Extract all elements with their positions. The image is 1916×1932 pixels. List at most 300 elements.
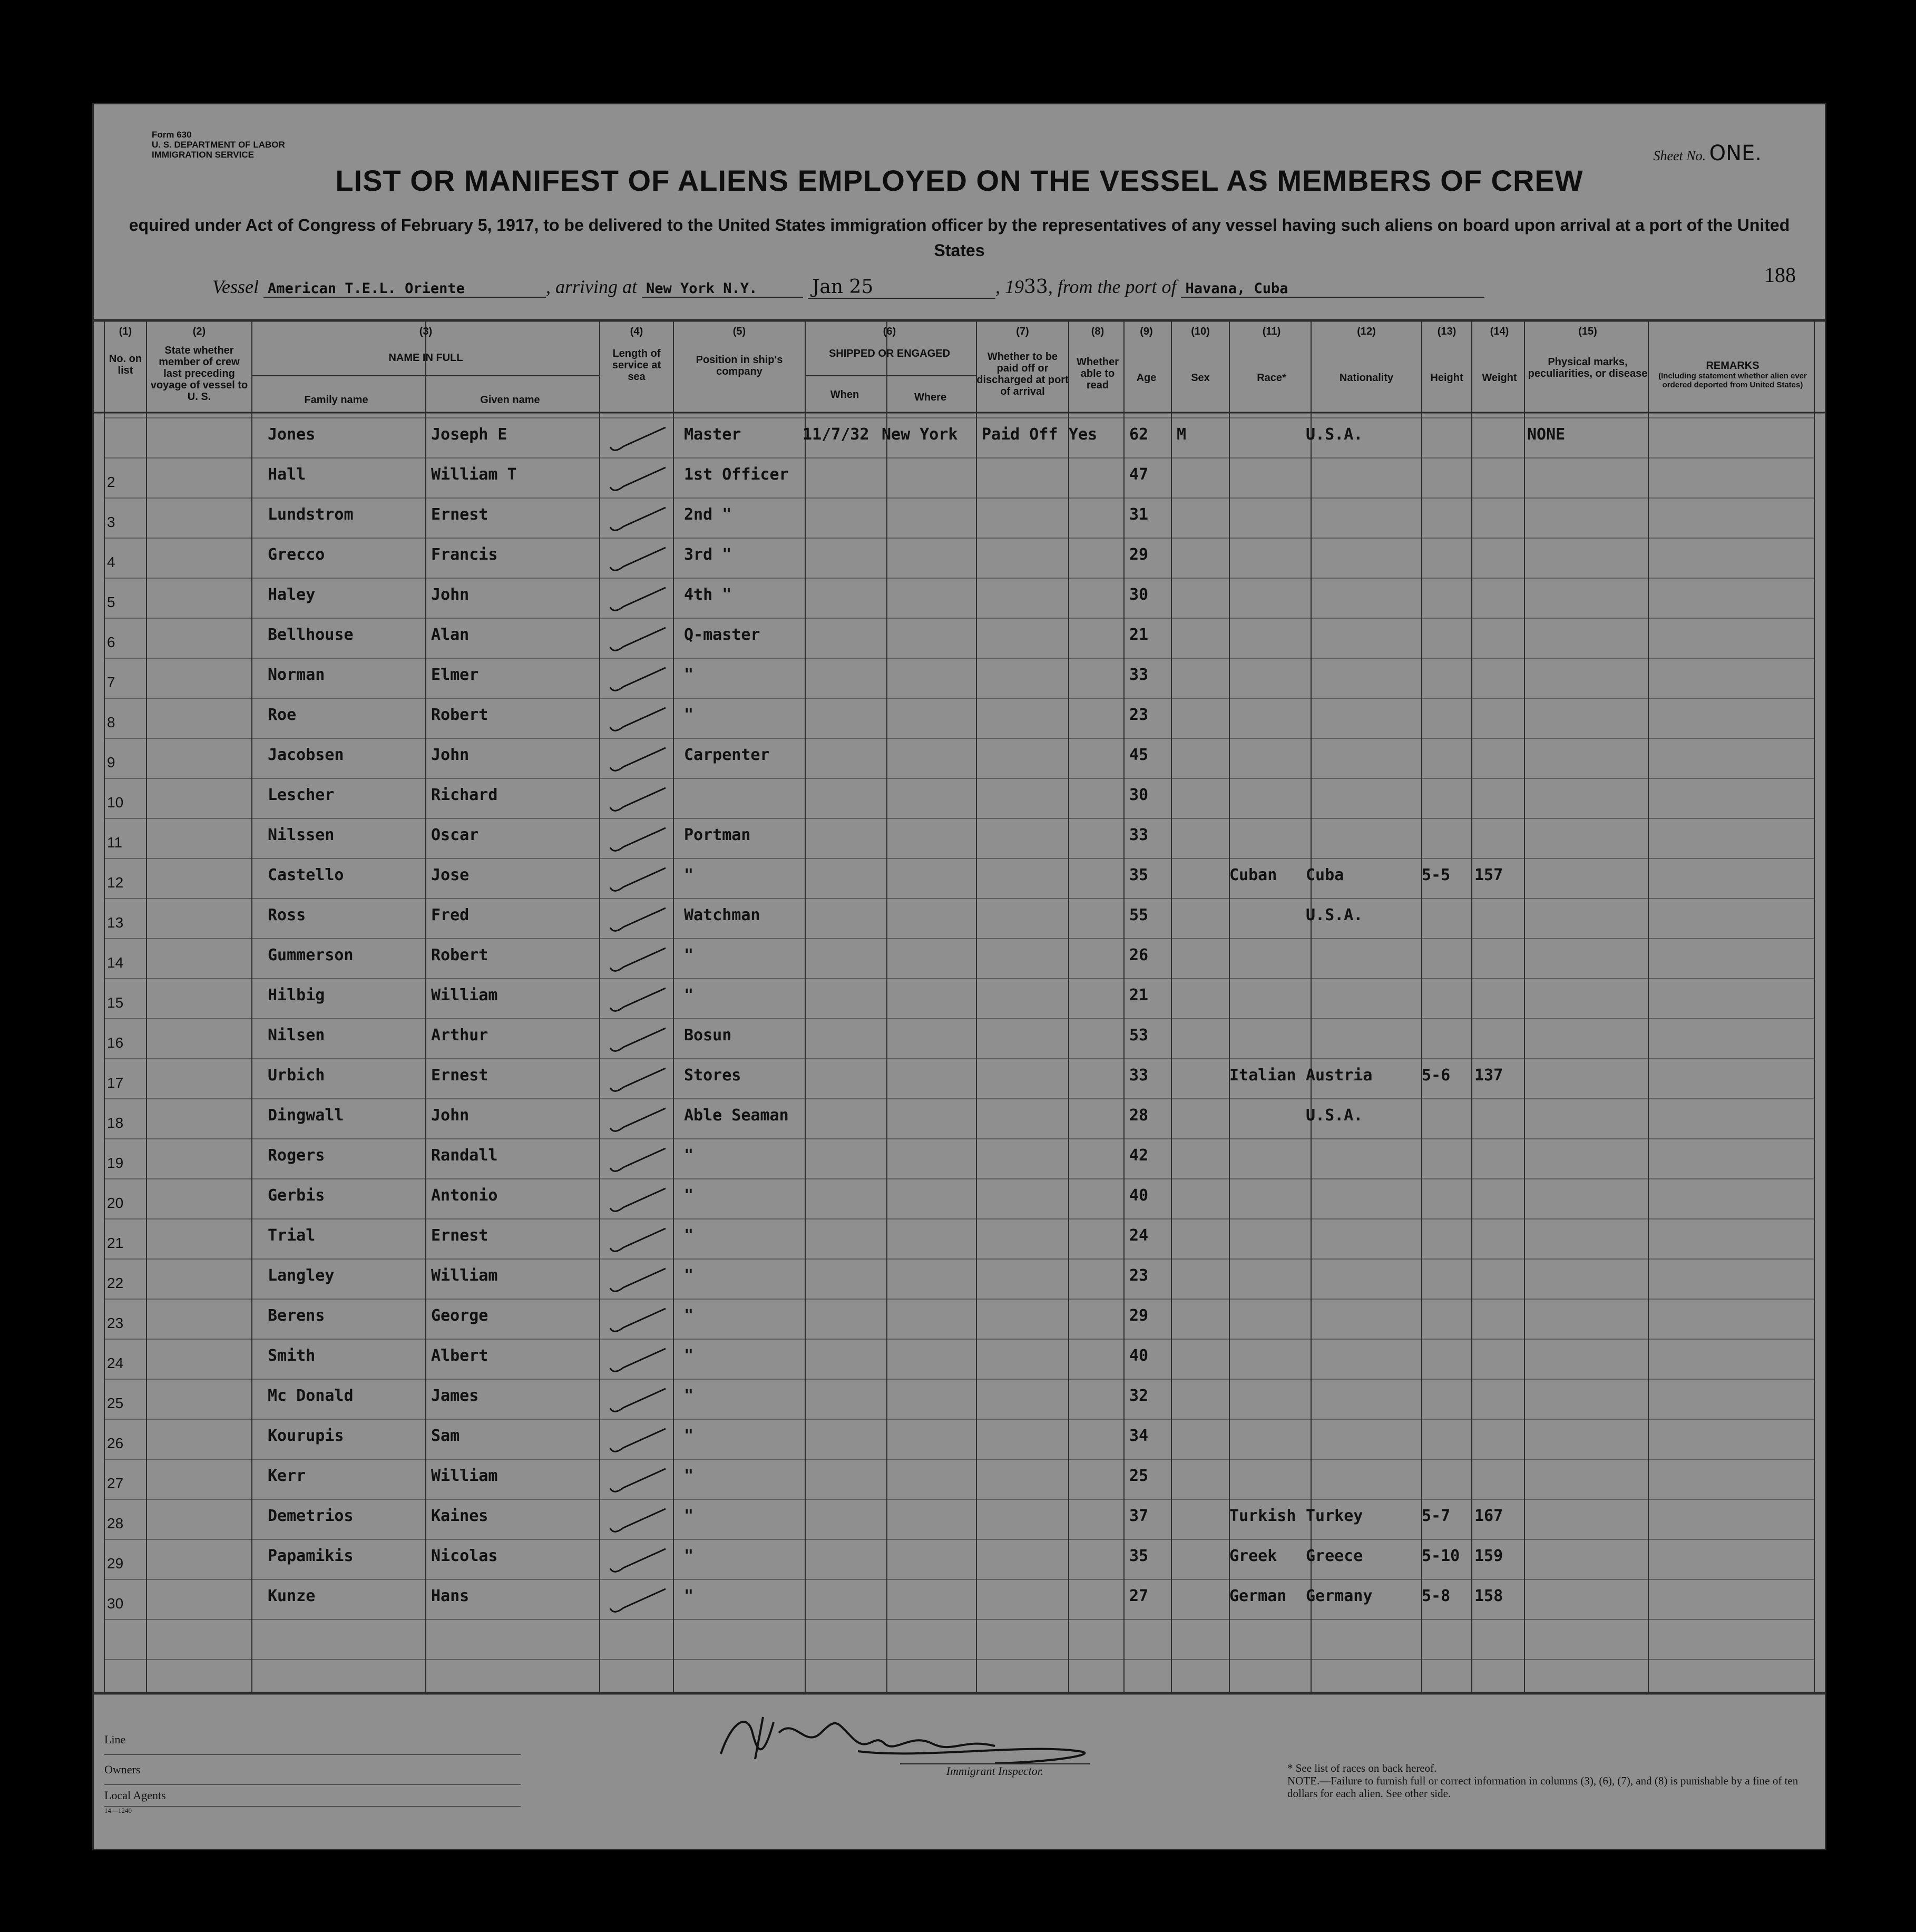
vessel-name: American T.E.L. Oriente <box>263 280 546 298</box>
checkmark-icon <box>602 784 671 815</box>
footer-agents-field <box>104 1785 521 1807</box>
checkmark-icon <box>602 864 671 895</box>
cell-race: German <box>1229 1587 1287 1605</box>
cell-no: 3 <box>107 514 115 530</box>
cell-no: 23 <box>107 1315 124 1331</box>
col7-label: Whether to be paid off or discharged at port of arrival <box>976 351 1069 397</box>
line-label: Line <box>104 1733 126 1746</box>
cell-no: 15 <box>107 994 124 1011</box>
col12-number: (12) <box>1357 326 1376 337</box>
checkmark-icon <box>602 423 671 455</box>
col6-number: (6) <box>883 326 896 337</box>
page-subtitle: equired under Act of Congress of February 5, 1917, to be delivered to the United States immigration officer by the representatives of any vessel having such aliens on board upon arrival at a port of the United States <box>129 216 1790 260</box>
cell-family: Rogers <box>268 1146 325 1165</box>
cell-height: 5-8 <box>1422 1587 1451 1605</box>
cell-family: Norman <box>268 666 325 684</box>
cell-race: Greek <box>1229 1547 1277 1565</box>
col10-header <box>1171 326 1229 384</box>
punch-hole <box>62 1325 85 1349</box>
checkmark-icon <box>602 1344 671 1376</box>
col4-number: (4) <box>630 326 643 337</box>
cell-position: " <box>684 866 694 884</box>
cell-family: Dingwall <box>268 1106 344 1125</box>
cell-paid: Paid Off <box>982 425 1058 444</box>
cell-age: 40 <box>1129 1346 1149 1365</box>
cell-sex: M <box>1177 425 1187 444</box>
cell-age: 23 <box>1129 1266 1149 1285</box>
cell-position: 2nd " <box>684 505 732 524</box>
checkmark-icon <box>602 1384 671 1416</box>
from-port-label: from the port of <box>1057 276 1177 297</box>
cell-given: Antonio <box>431 1186 498 1205</box>
cell-no: 21 <box>107 1235 124 1251</box>
col9-number: (9) <box>1140 326 1153 337</box>
cell-no: 11 <box>107 834 123 851</box>
col16-label: REMARKS <box>1706 360 1759 372</box>
col12-label: Nationality <box>1339 372 1394 384</box>
cell-age: 23 <box>1129 706 1149 724</box>
cell-given: James <box>431 1387 479 1405</box>
cell-age: 40 <box>1129 1186 1149 1205</box>
cell-age: 47 <box>1129 465 1149 484</box>
cell-height: 5-5 <box>1422 866 1451 884</box>
checkmark-icon <box>602 944 671 975</box>
cell-given: Robert <box>431 706 488 724</box>
col6-where-header: Where <box>914 392 947 403</box>
cell-given: Sam <box>431 1427 460 1445</box>
col15-number: (15) <box>1578 326 1597 337</box>
cell-family: Roe <box>268 706 297 724</box>
cell-given: William <box>431 1467 498 1485</box>
from-port: Havana, Cuba <box>1181 280 1484 298</box>
cell-family: Kunze <box>268 1587 316 1605</box>
checkmark-icon <box>602 1585 671 1616</box>
cell-position: " <box>684 1226 694 1245</box>
checkmark-icon <box>602 1064 671 1096</box>
punch-hole <box>62 314 85 337</box>
cell-when: 11/7/32 <box>803 425 869 444</box>
col4-label: Length of service at sea <box>612 348 661 383</box>
page-number: 188 <box>1764 263 1796 287</box>
cell-position: 1st Officer <box>684 465 789 484</box>
cell-position: " <box>684 1547 694 1565</box>
checkmark-icon <box>602 583 671 615</box>
cell-position: Portman <box>684 826 751 844</box>
col3-family-header: Family name <box>304 394 368 406</box>
checkmark-icon <box>602 1304 671 1336</box>
cell-height: 5-6 <box>1422 1066 1451 1085</box>
vessel-label: Vessel <box>212 276 259 297</box>
cell-family: Mc Donald <box>268 1387 354 1405</box>
cell-family: Nilssen <box>268 826 335 844</box>
col2-header <box>149 326 249 403</box>
checkmark-icon <box>602 1224 671 1256</box>
vessel-line: Vessel American T.E.L. Oriente , arriving at New York N.Y. Jan 25 , 1933, from the port of Havana, Cuba <box>212 276 1484 299</box>
owners-label: Owners <box>104 1763 141 1776</box>
cell-position: " <box>684 1146 694 1165</box>
cell-age: 34 <box>1129 1427 1149 1445</box>
footer-form-code: 14—1240 <box>104 1807 132 1814</box>
cell-no: 18 <box>107 1115 124 1131</box>
cell-no: 17 <box>107 1075 124 1091</box>
cell-family: Kourupis <box>268 1427 344 1445</box>
col13-label: Height <box>1430 372 1463 384</box>
cell-family: Hall <box>268 465 306 484</box>
cell-family: Gummerson <box>268 946 354 964</box>
cell-position: Q-master <box>684 626 760 644</box>
cell-position: " <box>684 1266 694 1285</box>
cell-position: " <box>684 1507 694 1525</box>
col5-label: Position in ship's company <box>696 354 783 377</box>
cell-given: William <box>431 1266 498 1285</box>
cell-given: Jose <box>431 866 470 884</box>
cell-age: 21 <box>1129 626 1149 644</box>
punch-hole <box>62 1589 85 1612</box>
cell-nationality: Germany <box>1306 1587 1373 1605</box>
cell-no: 16 <box>107 1035 124 1051</box>
cell-family: Jacobsen <box>268 746 344 764</box>
signature-image <box>700 1701 1185 1764</box>
cell-given: Oscar <box>431 826 479 844</box>
arrival-date: Jan 25 <box>808 276 995 299</box>
cell-nationality: Turkey <box>1306 1507 1363 1525</box>
col6-header <box>805 326 974 359</box>
checkmark-icon <box>602 623 671 655</box>
agents-label: Local Agents <box>104 1789 166 1802</box>
cell-family: Lescher <box>268 786 335 804</box>
punch-hole <box>62 661 85 685</box>
cell-nationality: U.S.A. <box>1306 425 1363 444</box>
cell-no: 24 <box>107 1355 124 1371</box>
cell-age: 26 <box>1129 946 1149 964</box>
cell-given: Ernest <box>431 1066 488 1085</box>
cell-given: Alan <box>431 626 470 644</box>
cell-age: 29 <box>1129 1306 1149 1325</box>
cell-given: William <box>431 986 498 1004</box>
punch-hole <box>62 395 85 418</box>
cell-family: Ross <box>268 906 306 924</box>
cell-no: 7 <box>107 674 115 690</box>
year-handwritten: 33 <box>1024 276 1048 298</box>
cell-age: 27 <box>1129 1587 1149 1605</box>
cell-family: Castello <box>268 866 344 884</box>
cell-race: Turkish <box>1229 1507 1296 1525</box>
cell-position: 4th " <box>684 586 732 604</box>
cell-given: John <box>431 586 470 604</box>
cell-given: John <box>431 746 470 764</box>
checkmark-icon <box>602 1024 671 1056</box>
cell-given: William T <box>431 465 517 484</box>
footer-line-field <box>104 1725 521 1755</box>
cell-marks: NONE <box>1527 425 1566 444</box>
cell-age: 30 <box>1129 586 1149 604</box>
cell-family: Trial <box>268 1226 316 1245</box>
cell-family: Gerbis <box>268 1186 325 1205</box>
col14-label: Weight <box>1482 372 1517 384</box>
col3-header <box>252 326 600 364</box>
cell-given: Francis <box>431 545 498 564</box>
cell-family: Smith <box>268 1346 316 1365</box>
cell-family: Berens <box>268 1306 325 1325</box>
manifest-sheet <box>92 103 1826 1850</box>
cell-position: " <box>684 666 694 684</box>
col15-label: Physical marks, peculiarities, or disease <box>1528 356 1648 379</box>
cell-no: 12 <box>107 874 124 891</box>
cell-position: Bosun <box>684 1026 732 1045</box>
col8-number: (8) <box>1091 326 1104 337</box>
col6-label: SHIPPED OR ENGAGED <box>828 348 951 359</box>
cell-age: 21 <box>1129 986 1149 1004</box>
cell-family: Langley <box>268 1266 335 1285</box>
punch-hole <box>62 975 85 998</box>
cell-position: " <box>684 986 694 1004</box>
cell-position: " <box>684 1306 694 1325</box>
cell-given: Robert <box>431 946 488 964</box>
col9-header <box>1124 326 1169 384</box>
col6-when-header: When <box>830 389 859 401</box>
cell-age: 33 <box>1129 666 1149 684</box>
cell-age: 45 <box>1129 746 1149 764</box>
col7-header <box>976 326 1069 397</box>
cell-family: Grecco <box>268 545 325 564</box>
cell-family: Papamikis <box>268 1547 354 1565</box>
cell-age: 33 <box>1129 1066 1149 1085</box>
col14-number: (14) <box>1490 326 1509 337</box>
cell-position: Watchman <box>684 906 760 924</box>
cell-position: " <box>684 1186 694 1205</box>
cell-family: Hilbig <box>268 986 325 1004</box>
col13-header <box>1422 326 1472 384</box>
cell-age: 62 <box>1129 425 1149 444</box>
cell-position: " <box>684 1467 694 1485</box>
cell-no: 30 <box>107 1595 124 1612</box>
col2-number: (2) <box>192 326 206 337</box>
cell-weight: 159 <box>1474 1547 1503 1565</box>
cell-no: 5 <box>107 594 115 610</box>
cell-read: Yes <box>1069 425 1098 444</box>
col3-label: NAME IN FULL <box>388 352 463 364</box>
col8-header <box>1071 326 1124 391</box>
cell-age: 53 <box>1129 1026 1149 1045</box>
cell-weight: 158 <box>1474 1587 1503 1605</box>
cell-age: 25 <box>1129 1467 1149 1485</box>
checkmark-icon <box>602 1264 671 1296</box>
cell-position: Master <box>684 425 741 444</box>
cell-given: Ernest <box>431 1226 488 1245</box>
col5-number: (5) <box>732 326 746 337</box>
cell-given: Albert <box>431 1346 488 1365</box>
year-prefix: 19 <box>1005 276 1024 297</box>
cell-position: " <box>684 1427 694 1445</box>
cell-no: 27 <box>107 1475 124 1491</box>
checkmark-icon <box>602 1545 671 1576</box>
col10-number: (10) <box>1191 326 1210 337</box>
page-title: LIST OR MANIFEST OF ALIENS EMPLOYED ON THE VESSEL AS MEMBERS OF CREW <box>335 164 1583 197</box>
arriving-port: New York N.Y. <box>642 280 803 298</box>
form-number: Form 630 <box>152 130 192 140</box>
col1-header <box>104 326 146 376</box>
cell-age: 33 <box>1129 826 1149 844</box>
col12-header <box>1311 326 1422 384</box>
cell-weight: 157 <box>1474 866 1503 884</box>
cell-position: Able Seaman <box>684 1106 789 1125</box>
checkmark-icon <box>602 904 671 935</box>
cell-family: Urbich <box>268 1066 325 1085</box>
checkmark-icon <box>602 463 671 495</box>
col1-number: (1) <box>119 326 132 337</box>
cell-given: Ernest <box>431 505 488 524</box>
col7-number: (7) <box>1016 326 1029 337</box>
cell-nationality: Cuba <box>1306 866 1344 884</box>
cell-no: 26 <box>107 1435 124 1451</box>
checkmark-icon <box>602 704 671 735</box>
sheet-value: ONE. <box>1709 141 1762 165</box>
cell-given: Elmer <box>431 666 479 684</box>
checkmark-icon <box>602 1465 671 1496</box>
cell-position: " <box>684 946 694 964</box>
col2-label: State whether member of crew last preceding voyage of vessel to U. S. <box>150 345 248 403</box>
cell-height: 5-10 <box>1422 1547 1460 1565</box>
cell-no: 28 <box>107 1515 124 1531</box>
col16-header <box>1654 360 1812 389</box>
col13-number: (13) <box>1437 326 1456 337</box>
cell-position: " <box>684 706 694 724</box>
col16-sublabel: (Including statement whether alien ever ordered deported from United States) <box>1658 372 1807 389</box>
checkmark-icon <box>602 1424 671 1456</box>
checkmark-icon <box>602 503 671 535</box>
inspector-label: Immigrant Inspector. <box>900 1763 1090 1778</box>
col3-number: (3) <box>419 326 433 337</box>
service-name: IMMIGRATION SERVICE <box>152 150 254 160</box>
cell-age: 24 <box>1129 1226 1149 1245</box>
cell-family: Demetrios <box>268 1507 354 1525</box>
cell-age: 28 <box>1129 1106 1149 1125</box>
cell-family: Haley <box>268 586 316 604</box>
cell-nationality: Austria <box>1306 1066 1373 1085</box>
checkmark-icon <box>602 663 671 695</box>
footer-notes <box>1287 1762 1814 1800</box>
department-name: U. S. DEPARTMENT OF LABOR <box>152 140 285 150</box>
cell-no: 29 <box>107 1555 124 1572</box>
checkmark-icon <box>602 744 671 775</box>
col4-header <box>605 326 668 383</box>
races-note: * See list of races on back hereof. <box>1287 1762 1437 1774</box>
cell-position: 3rd " <box>684 545 732 564</box>
col15-header <box>1527 326 1648 379</box>
col14-header <box>1474 326 1524 384</box>
cell-family: Kerr <box>268 1467 306 1485</box>
cell-no: 2 <box>107 474 115 490</box>
checkmark-icon <box>602 984 671 1016</box>
cell-age: 32 <box>1129 1387 1149 1405</box>
cell-age: 29 <box>1129 545 1149 564</box>
col11-header <box>1232 326 1311 384</box>
cell-no: 10 <box>107 794 124 811</box>
cell-position: " <box>684 1346 694 1365</box>
punch-hole <box>62 1246 85 1270</box>
cell-no: 6 <box>107 634 115 650</box>
cell-no: 4 <box>107 554 115 570</box>
col5-header <box>673 326 805 377</box>
col10-label: Sex <box>1191 372 1210 384</box>
footer-owners-field <box>104 1755 521 1785</box>
checkmark-icon <box>602 1144 671 1176</box>
cell-no: 19 <box>107 1155 124 1171</box>
cell-no: 25 <box>107 1395 124 1411</box>
cell-given: George <box>431 1306 488 1325</box>
footer-fields <box>104 1725 521 1815</box>
cell-given: Hans <box>431 1587 470 1605</box>
cell-given: Arthur <box>431 1026 488 1045</box>
cell-given: Joseph E <box>431 425 507 444</box>
inspector-signature-block <box>700 1701 1185 1791</box>
cell-weight: 137 <box>1474 1066 1503 1085</box>
checkmark-icon <box>602 543 671 575</box>
cell-height: 5-7 <box>1422 1507 1451 1525</box>
cell-given: Richard <box>431 786 498 804</box>
arriving-label: arriving at <box>555 276 637 297</box>
cell-no: 14 <box>107 954 124 971</box>
cell-position: " <box>684 1587 694 1605</box>
cell-age: 55 <box>1129 906 1149 924</box>
cell-given: Kaines <box>431 1507 488 1525</box>
cell-no: 9 <box>107 754 115 770</box>
cell-weight: 167 <box>1474 1507 1503 1525</box>
cell-nationality: U.S.A. <box>1306 1106 1363 1125</box>
cell-position: Stores <box>684 1066 741 1085</box>
cell-position: " <box>684 1387 694 1405</box>
col11-label: Race* <box>1257 372 1286 384</box>
col8-label: Whether able to read <box>1077 356 1119 391</box>
cell-family: Nilsen <box>268 1026 325 1045</box>
col3-given-header: Given name <box>480 394 540 406</box>
cell-where: New York <box>882 425 958 444</box>
cell-nationality: U.S.A. <box>1306 906 1363 924</box>
cell-no: 8 <box>107 714 115 730</box>
checkmark-icon <box>602 1104 671 1136</box>
sheet-label: Sheet No. <box>1653 148 1706 163</box>
cell-position: Carpenter <box>684 746 770 764</box>
cell-age: 37 <box>1129 1507 1149 1525</box>
cell-no: 22 <box>107 1275 124 1291</box>
cell-family: Jones <box>268 425 316 444</box>
checkmark-icon <box>602 1505 671 1536</box>
cell-family: Bellhouse <box>268 626 354 644</box>
cell-race: Cuban <box>1229 866 1277 884</box>
cell-age: 30 <box>1129 786 1149 804</box>
cell-age: 31 <box>1129 505 1149 524</box>
col11-number: (11) <box>1262 326 1281 337</box>
cell-age: 35 <box>1129 866 1149 884</box>
punch-hole <box>62 822 85 845</box>
col1-label: No. on list <box>109 353 142 376</box>
cell-age: 42 <box>1129 1146 1149 1165</box>
cell-given: Nicolas <box>431 1547 498 1565</box>
cell-race: Italian <box>1229 1066 1296 1085</box>
cell-given: John <box>431 1106 470 1125</box>
cell-no: 13 <box>107 914 124 931</box>
checkmark-icon <box>602 1184 671 1216</box>
cell-age: 35 <box>1129 1547 1149 1565</box>
checkmark-icon <box>602 824 671 855</box>
cell-given: Randall <box>431 1146 498 1165</box>
cell-no: 20 <box>107 1195 124 1211</box>
cell-nationality: Greece <box>1306 1547 1363 1565</box>
fine-note: NOTE.—Failure to furnish full or correct information in columns (3), (6), (7), and (8) is punishable by a fine of ten dollars for each alien. See other side. <box>1287 1774 1798 1800</box>
col9-label: Age <box>1136 372 1157 384</box>
cell-given: Fred <box>431 906 470 924</box>
cell-family: Lundstrom <box>268 505 354 524</box>
